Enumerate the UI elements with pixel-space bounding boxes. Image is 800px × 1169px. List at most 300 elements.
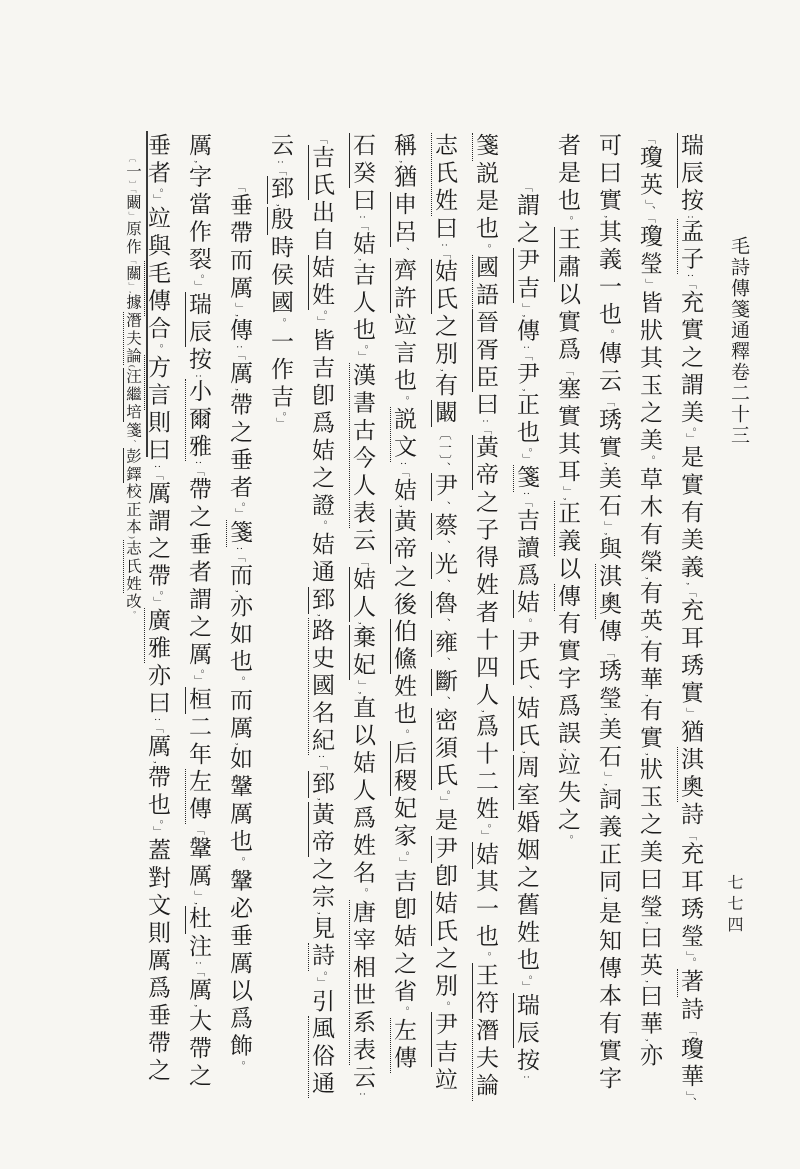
book-title-mark: 小爾雅 [186,378,211,461]
punctuation: 「 [128,189,137,195]
proper-name-mark: 棄妃 [350,625,375,681]
punctuation: 「 [316,133,327,145]
punctuation: : [275,160,286,165]
punctuation: 。 [644,455,655,467]
book-title-mark: 國語 [473,254,498,310]
proper-name-mark: 郅 [309,586,334,615]
proper-name-mark: 汪繼培 [124,368,141,422]
text-run: :「充實之謂美。」是實有美義,「充耳琇實」猶 [678,274,703,748]
proper-name-mark: 尹氏 [514,629,539,685]
proper-name-mark: 魯 [432,590,457,619]
punctuation: 、 [644,205,655,218]
text-run: 按: [186,347,211,379]
punctuation: 、 [439,579,450,591]
book-title-mark: 左傳 [391,1017,416,1073]
text-run [432,618,457,630]
book-title-mark: 毛傳 [145,260,170,316]
punctuation: 「 [685,278,696,290]
book-title-mark: 説文 [391,407,416,463]
text-column-9 [348,133,376,1096]
punctuation: 」 [152,194,163,206]
punctuation: , [193,902,204,907]
text-run: 按: [514,1047,539,1080]
punctuation: 」 [193,280,204,293]
text-run: 可曰實,其義一也。傳云「琇實,美石」,與 [596,133,621,564]
proper-name-mark: 瑞辰 [514,992,539,1048]
text-run [432,462,457,474]
text-run: 之宗,見 [309,856,334,944]
proper-name-mark: 雍 [432,629,457,658]
text-run: 之別,有 [432,313,457,400]
punctuation: 」 [152,826,163,839]
punctuation: , [234,743,245,747]
punctuation: ( [128,364,137,369]
proper-name-mark: 殷 [268,207,293,235]
punctuation: , [234,388,245,393]
text-run: 以實爲「塞實其耳」, [555,282,580,502]
punctuation: 「 [152,722,163,734]
text-run: 「鞶厲」, [186,824,211,907]
punctuation: 「 [128,255,137,265]
punctuation: 」 [275,417,286,430]
text-run [432,696,457,708]
text-run: 。」皆吉卽爲姞之證。姞通 [309,309,334,587]
text-run: :「吉讀爲 [514,492,539,591]
punctuation: 。 [275,411,286,418]
text-run: 卽 [432,863,457,891]
punctuation: , [316,614,327,618]
punctuation: 、 [439,540,450,552]
punctuation: 「 [685,829,696,842]
text-run [309,133,334,145]
punctuation: 。 [398,729,409,741]
text-run: 詩「充耳琇瑩」。 [678,802,703,970]
punctuation: 。 [562,835,573,847]
punctuation: 。 [234,502,245,509]
text-run: 曰:「姞,吉人也。」 [350,188,375,363]
punctuation: 「 [234,551,245,563]
text-run: 云:「 [268,133,293,177]
punctuation: , [603,462,614,466]
punctuation: 。 [316,309,327,316]
proper-name-mark: 王肅 [555,227,580,283]
punctuation: 「 [644,133,655,145]
text-run: 時侯國。一作吉。」 [268,234,293,430]
proper-name-mark: 姞氏 [432,258,457,314]
punctuation: : [234,547,245,552]
text-run [432,579,457,591]
punctuation: 。 [562,215,573,228]
text-run: 按: [678,188,703,220]
punctuation: : [439,243,450,247]
punctuation: : [398,462,409,467]
proper-name-mark: 石癸 [350,133,375,188]
text-run: 亦曰:「厲,帶也。」蓋對文則厲爲垂帶之 [145,663,170,1086]
text-run: 以 [555,556,580,584]
book-title-mark: 淇奧 [678,747,703,803]
proper-name-mark: 郅 [268,176,293,204]
punctuation: 。 [128,610,137,620]
text-run: 則曰:「厲謂之帶。」 [145,409,170,609]
punctuation: 。 [234,1060,245,1073]
proper-name-mark: 晉胥臣 [473,309,498,393]
punctuation: , [644,635,655,640]
punctuation: 」 [234,302,245,315]
book-title-mark: 淇奧 [596,563,621,619]
proper-name-mark: 黃帝 [473,435,498,491]
punctuation: : [316,755,327,760]
punctuation: , [644,694,655,698]
text-column-3 [594,133,622,1093]
punctuation: 」 [685,708,696,720]
punctuation: 。 [521,617,532,630]
punctuation: 」 [685,951,696,958]
punctuation: , [357,621,368,626]
punctuation: , [128,291,137,295]
punctuation: 」 [521,302,532,315]
punctuation: 。 [193,274,204,281]
book-title-mark: 潛夫論 [473,1018,498,1101]
text-run: 竝 [432,1067,457,1095]
punctuation: 「 [521,496,532,508]
proper-name-mark: 吉氏 [309,144,334,200]
proper-name-mark: 周室 [514,754,539,810]
proper-name-mark: 瑞辰 [186,292,211,348]
punctuation: 「 [562,364,573,377]
text-column-1 [676,133,704,1109]
punctuation: 。 [439,1000,450,1013]
text-run [391,247,416,259]
punctuation: 。 [521,447,532,454]
footnote-ref: 〔一〕 [437,427,451,462]
book-title-mark: 詩 [309,943,334,971]
text-run: 曰:「 [473,392,498,436]
punctuation: , [398,505,409,510]
punctuation: , [685,582,696,587]
proper-name-mark: 申呂 [391,191,416,247]
punctuation: 。 [152,590,163,597]
punctuation: , [603,783,614,787]
punctuation: 「 [480,423,491,436]
proper-name-mark: 黃帝 [391,509,416,565]
punctuation: 「 [685,586,696,599]
text-run: :「姞, [391,462,416,510]
text-run: 出自 [309,199,334,255]
punctuation: 。 [480,823,491,831]
text-column-10 [307,133,335,1098]
proper-name-mark: 光 [432,551,457,580]
book-title-mark: 傳 [555,583,580,612]
punctuation: 「 [275,164,286,177]
footnote-column [121,154,143,620]
punctuation: 「 [521,349,532,361]
text-run [514,685,539,697]
book-title-mark: 著 [678,969,703,997]
punctuation: 」 [357,680,368,692]
punctuation: 。 [152,820,163,827]
book-title-mark: 正義 [555,501,580,557]
proper-name-mark: 尹 [432,835,457,864]
text-run [432,657,457,669]
punctuation: 」 [603,521,614,533]
text-run: 二年 [186,714,211,770]
text-run: 」,直以姞人爲姓名。 [350,680,375,900]
proper-name-mark: 姞人 [350,566,375,622]
book-title-mark: 左傳 [186,769,211,825]
text-run: 詩「瓊華」、 [678,996,703,1109]
punctuation: 「 [685,1024,696,1036]
punctuation: : [685,274,696,279]
proper-name-mark: 彭鐸 [124,448,141,484]
book-title-mark: 志氏姓 [124,540,141,594]
punctuation: , [603,215,614,220]
proper-name-mark: 黃帝 [309,801,334,857]
text-run: 之後 [391,564,416,620]
proper-name-mark: 闞 [432,399,457,428]
punctuation: 「 [521,181,532,193]
punctuation: 「 [644,217,655,224]
punctuation: , [562,748,573,753]
book-title-mark: 箋 [227,519,252,548]
punctuation: 「 [193,464,204,477]
volume-title: 毛詩傳箋通釋卷二十三 [728,236,749,446]
punctuation: 、 [398,246,409,259]
punctuation: 。 [193,669,204,676]
text-run: 其一也。 [473,869,498,964]
punctuation: 。 [480,243,491,255]
punctuation: , [644,1038,655,1043]
text-column-11 [266,133,294,429]
book-title-mark: 志氏姓 [432,133,457,216]
punctuation: , [644,576,655,581]
text-run: 「謂之 [514,181,539,248]
punctuation: , [521,388,532,393]
punctuation: , [234,314,245,318]
text-run: 。」引 [309,970,334,1016]
text-run [432,501,457,513]
punctuation: 」 [357,351,368,363]
punctuation: 〔 [128,154,137,163]
punctuation: 」 [685,433,696,446]
text-run: 姓也。 [391,674,416,741]
proper-name-mark: 尹 [432,473,457,501]
punctuation: 。 [398,850,409,857]
punctuation: 「 [193,824,204,837]
punctuation: , [398,160,409,165]
punctuation: 」 [521,453,532,465]
text-run: 云「 [350,527,375,567]
punctuation: , [275,203,286,208]
text-run: 合。 [145,315,170,355]
punctuation: : [152,718,163,723]
proper-name-mark: 姞氏 [514,696,539,752]
text-run: 之子得姓者十四人,爲十二姓。」 [473,490,498,842]
text-column-12 [225,181,253,1073]
book-title-mark: 廣雅 [145,608,170,664]
book-title-mark: 風俗通 [309,1015,334,1099]
punctuation: 。 [152,343,163,355]
text-run: 傳「琇瑩,美石」,詞義正同,是知傳本有實字 [596,618,621,1093]
punctuation: 。 [685,427,696,434]
punctuation: : [193,461,204,465]
proper-name-mark: 后稷 [391,740,416,796]
book-title-mark: 唐宰相世系表 [350,899,375,1065]
proper-name-mark: 姞 [473,841,498,870]
text-run: 説是也。 [473,160,498,255]
punctuation: 「 [603,395,614,408]
text-run: 校正本) [124,483,141,541]
text-run: 妃家。」吉卽姞之省。 [391,795,416,1018]
punctuation: 。 [152,188,163,195]
punctuation: 「 [398,466,409,478]
proper-name-mark: 桓 [186,686,211,715]
punctuation: , [316,911,327,916]
punctuation: 「 [439,246,450,259]
punctuation: , [193,1004,204,1008]
punctuation: 」 [193,891,204,903]
punctuation: : [193,961,204,966]
punctuation: 」 [562,486,573,498]
punctuation: , [521,314,532,318]
text-run: 改。 [124,593,141,620]
proper-name-mark: 王符 [473,963,498,1019]
punctuation: : [357,1092,368,1097]
text-run: 之別。 [432,945,457,1013]
text-run: :「而,亦如也。而厲,如鞶厲也。鞶必垂厲以爲飾。 [227,547,252,1073]
book-title-mark: 箋 [473,133,498,161]
text-column-4 [553,133,581,847]
text-run: 」,傳:「尹,正也。」 [514,302,539,465]
text-column-13 [184,133,212,1090]
punctuation: , [357,691,368,696]
punctuation: 。 [357,344,368,351]
punctuation: 、 [439,618,450,630]
punctuation: : [152,464,163,469]
punctuation: 」 [644,278,655,291]
text-column-14 [143,133,171,1086]
proper-name-mark: 齊許 [391,258,416,314]
text-run: 「瓊英」、「瓊瑩」皆狀其玉之美。草木有榮,有英,有華,有實,狀玉之美曰瑩,曰英,曰華,亦 [637,133,662,1071]
punctuation: 、 [685,1097,696,1109]
punctuation: 」 [521,981,532,993]
punctuation: 。 [234,856,245,869]
text-run [514,618,539,630]
punctuation: 「 [357,555,368,567]
punctuation: : [193,374,204,379]
punctuation: 。 [234,676,245,689]
punctuation: 。 [316,970,327,977]
punctuation: ) [128,536,137,541]
text-run: 垂者。」竝與 [145,133,170,261]
punctuation: 」 [644,199,655,206]
text-run: 竝言也。 [391,313,416,408]
punctuation: , [603,532,614,537]
text-column-6 [471,133,499,1101]
punctuation: 」 [128,282,137,292]
text-column-2 [635,133,663,1070]
punctuation: 。 [316,519,327,532]
text-run: 「垂帶而厲」,傳:「厲,帶之垂者。」 [227,181,252,520]
text-column-7 [430,133,458,1095]
punctuation: : [685,215,696,220]
punctuation: , [521,751,532,755]
punctuation: 。 [275,317,286,329]
text-run: 稱,猶 [391,133,416,192]
punctuation: 、 [439,696,450,708]
punctuation: : [234,345,245,350]
punctuation: 「 [316,759,327,771]
punctuation: 」 [685,1090,696,1098]
punctuation: 。 [398,395,409,408]
punctuation: 「 [234,181,245,193]
punctuation: 。 [603,329,614,341]
punctuation: 」 [152,596,163,609]
punctuation: 」 [603,771,614,784]
punctuation: 「 [603,646,614,658]
text-run [432,540,457,552]
punctuation: 、 [439,461,450,474]
punctuation: 」 [316,315,327,328]
proper-name-mark: 密須氏 [432,707,457,791]
punctuation: , [480,710,491,714]
punctuation: 、 [521,684,532,697]
punctuation: 、 [439,657,450,669]
text-column-8 [389,133,417,1073]
punctuation: , [234,590,245,595]
punctuation: , [644,752,655,757]
book-title-mark: 漢書古今人表 [350,362,375,528]
punctuation: 」 [439,796,450,809]
punctuation: : [521,492,532,497]
punctuation: 」 [316,976,327,989]
punctuation: 。 [480,951,491,964]
punctuation: 「 [152,468,163,481]
punctuation: , [644,921,655,926]
punctuation: 」 [128,211,137,221]
proper-name-mark: 杜 [186,906,211,934]
text-run: 。」是 [432,790,457,836]
proper-name-mark: 姞 [514,590,539,618]
punctuation: 、 [128,439,137,449]
punctuation: , [357,258,368,263]
text-run: :「帶之垂者謂之厲。」 [186,461,211,687]
punctuation: : [521,345,532,350]
proper-name-mark: 姞姓 [309,254,334,310]
proper-name-mark: 尹吉 [432,1012,457,1068]
punctuation: , [316,798,327,802]
punctuation: 」 [193,675,204,687]
punctuation: , [439,368,450,373]
text-run: 注:「厲,大帶之 [186,933,211,1091]
punctuation: 〕 [128,180,137,190]
punctuation: 「 [357,219,368,232]
punctuation: , [603,712,614,717]
text-run: 有實字爲誤,竝失之。 [555,611,580,847]
punctuation: 。 [357,888,368,900]
proper-name-mark: 姞氏 [432,890,457,946]
punctuation: 。 [685,957,696,970]
punctuation: , [644,980,655,984]
punctuation: 」 [398,856,409,869]
punctuation: 「 [234,349,245,361]
book-title-mark: 路史國名紀 [309,617,334,756]
punctuation: 「 [193,965,204,977]
text-run: 厲,字當作裂。」 [186,133,211,293]
punctuation: 、 [439,500,450,513]
punctuation: 。 [398,1006,409,1018]
text-run: 〔一〕「闞」原作「關」,據 [124,154,141,312]
book-title-mark: 孟子 [678,219,703,275]
